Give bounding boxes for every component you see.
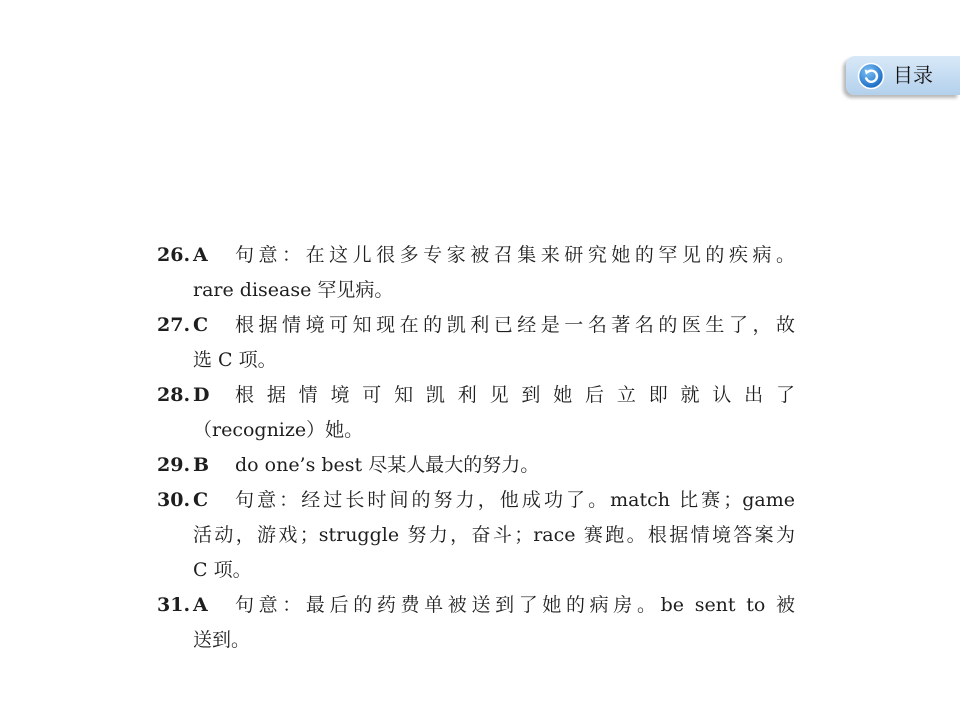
answer-explanation: 活动，游戏；struggle 努力，奋斗；race 赛跑。根据情境答案为 bbox=[193, 524, 795, 546]
answer-letter: A bbox=[193, 594, 208, 616]
answer-explanation: 根据情境可知凯利见到她后立即就认出了 bbox=[235, 384, 795, 406]
toc-label: 目录 bbox=[893, 63, 933, 87]
answer-line bbox=[157, 588, 795, 623]
answer-label bbox=[157, 308, 235, 343]
answer-item-29 bbox=[157, 448, 795, 483]
answer-label bbox=[157, 483, 235, 518]
answer-explanation: （recognize）她。 bbox=[193, 419, 364, 441]
answer-line bbox=[157, 448, 795, 483]
answer-item-26 bbox=[157, 238, 795, 308]
question-number: 28. bbox=[157, 384, 191, 406]
answer-letter: A bbox=[193, 244, 208, 266]
question-number: 30. bbox=[157, 489, 191, 511]
circular-arrow-icon bbox=[857, 62, 885, 90]
answer-explanation: 送到。 bbox=[193, 629, 251, 651]
question-number: 27. bbox=[157, 314, 191, 336]
answer-line bbox=[157, 238, 795, 273]
answer-label bbox=[157, 448, 235, 483]
answer-letter: C bbox=[193, 489, 209, 511]
answer-explanation: 句意：最后的药费单被送到了她的病房。be sent to 被 bbox=[235, 594, 795, 616]
question-number: 29. bbox=[157, 454, 191, 476]
answer-line bbox=[157, 483, 795, 518]
answer-explanation: do one’s best 尽某人最大的努力。 bbox=[235, 454, 540, 476]
answer-item-27 bbox=[157, 308, 795, 378]
answer-line bbox=[157, 308, 795, 343]
answer-item-30 bbox=[157, 483, 795, 588]
answer-line bbox=[157, 378, 795, 413]
answer-letter: D bbox=[193, 384, 210, 406]
answer-explanation: 选 C 项。 bbox=[193, 349, 277, 371]
answer-label bbox=[157, 378, 235, 413]
answer-letter: B bbox=[193, 454, 210, 476]
answer-explanation: rare disease 罕见病。 bbox=[193, 279, 394, 301]
answer-explanation: 句意：在这儿很多专家被召集来研究她的罕见的疾病。 bbox=[235, 244, 795, 266]
answer-item-28 bbox=[157, 378, 795, 448]
answer-item-31 bbox=[157, 588, 795, 658]
answer-explanation: C 项。 bbox=[193, 559, 252, 581]
question-number: 26. bbox=[157, 244, 191, 266]
toc-button[interactable] bbox=[846, 56, 960, 95]
question-number: 31. bbox=[157, 594, 191, 616]
answer-list bbox=[157, 238, 795, 658]
answer-explanation: 句意：经过长时间的努力，他成功了。match 比赛；game bbox=[235, 489, 795, 511]
answer-explanation: 根据情境可知现在的凯利已经是一名著名的医生了，故 bbox=[235, 314, 795, 336]
answer-letter: C bbox=[193, 314, 209, 336]
answer-label bbox=[157, 588, 235, 623]
answer-label bbox=[157, 238, 235, 273]
